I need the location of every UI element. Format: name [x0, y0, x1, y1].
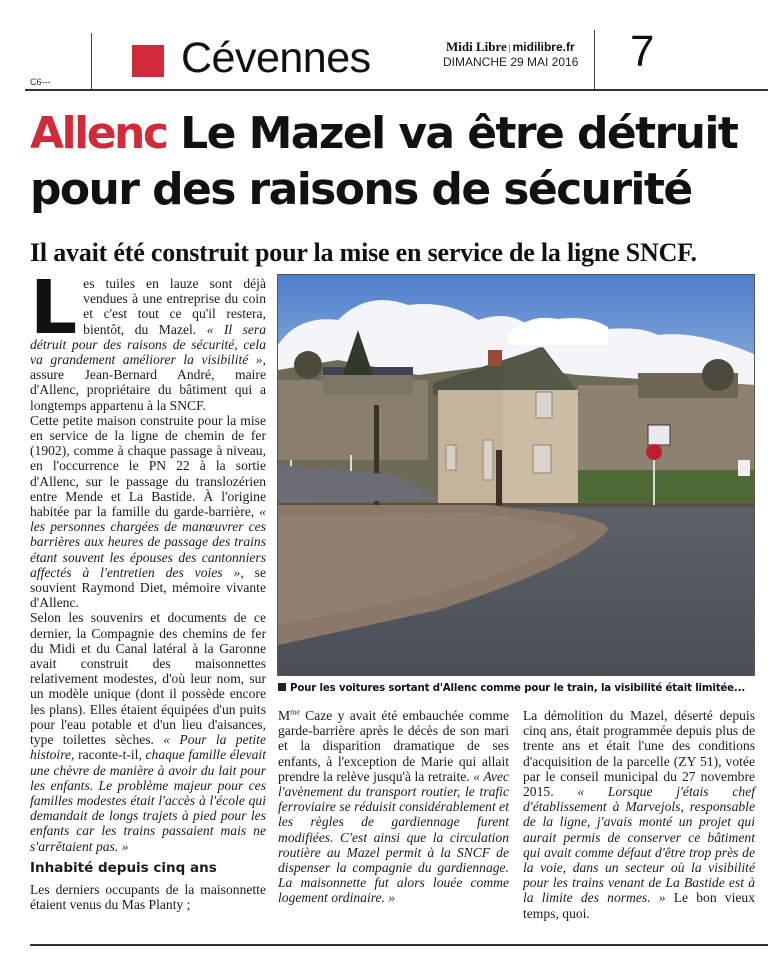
newspaper-name: Midi Libre: [446, 39, 507, 54]
text: , assure Jean-Bernard André, maire d'Allenc, propriétaire du bâtiment qui a longtemps appartenu à la SNCF.: [30, 352, 266, 413]
text: , se souvient Raymond Diet, mémoire vivante d'Allenc.: [30, 564, 267, 611]
subheadline: Il avait été construit pour la mise en service de la ligne SNCF.: [30, 238, 697, 267]
text: Cette petite maison construite pour la mise en service de la ligne de chemin de fer (1902), comme à chaque passage à niveau, en l'occurrence le PN 22 à la sortie d'Allenc, sur le passage du translozérien entre Mende et La Bastide. À l'origine habitée par la famille du garde-barrière,: [30, 412, 266, 520]
quote: « Il sera détruit pour des raisons de sécurité, cela va grandement améliorer la visibilité »: [30, 321, 266, 368]
quote: « Avec l'avènement du transport routier, le trafic ferroviaire se réduisit considérablement et les règles de gardiennage furent modifiées. C'est ainsi que la circulation routière au Mazel permit à la SNCF de dispenser la compagnie du gardiennage. La maisonnette fut alors louée comme logement ordinaire. »: [278, 768, 509, 906]
quote: « Lorsque j'étais chef d'établissement à Marvejols, responsable de la ligne, j'avais monté un projet qui aurait permis de conserver ce bâtiment qui avait comme défaut d'être trop près de la voie, dans un secteur où la visibilité pour les trains venant de La Bastide est à la limite des normes. »: [523, 784, 756, 906]
paragraph: [30, 413, 266, 611]
header-divider-right: [594, 30, 595, 89]
drop-cap: L: [30, 265, 78, 351]
issue-date: DIMANCHE 29 MAI 2016: [443, 55, 579, 69]
article-column-2: [278, 708, 509, 906]
quote: chaque famille élevait une chèvre de manière à avoir du lait pour les enfants. Le problème majeur pour ces familles modestes était l'accès à l'école qui demandait de longs trajets à pied pour les enfants car les trains passaient mais ne s'arrêtaient pas. »: [30, 747, 266, 854]
text: La démolition du Mazel, déserté depuis cinq ans, était programmée depuis plus de trente ans et était l'une des conditions d'acquisition de la parcelle (ZY 51), votée par le conseil municipal du 27 novembre 2015.: [523, 708, 755, 800]
section-title: Cévennes: [181, 34, 371, 82]
header-divider-left: [91, 33, 92, 89]
quote: « les personnes chargées de manœuvrer ces barrières aux heures de passage des trains étant souvent les épouses des cantonniers affectés à l'entretien des voies »: [30, 504, 266, 580]
headline: [30, 106, 760, 218]
page-number: 7: [630, 27, 655, 76]
paragraph: Les derniers occupants de la maisonnette étaient venus du Mas Planty ;: [30, 881, 266, 912]
caption-square-icon: [278, 683, 286, 691]
article-column-3: [523, 708, 755, 921]
text: M: [278, 708, 291, 723]
paragraph: [278, 708, 509, 906]
text: es tuiles en lauze sont déjà vendues à une entreprise du coin et c'est tout ce qu'il restera, bientôt, du Mazel.: [83, 276, 266, 337]
text: Selon les souvenirs et documents de ce dernier, la Compagnie des chemins de fer du Midi et du Canal latéral à la Garonne avait construit des maisonnettes relativement modestes, d'où leur nom, sur un modèle unique (dont il possède encore les plans). Elles étaient équipées d'un puits pour l'eau potable et d'un lieu d'aisances, type toilettes sèches.: [30, 610, 266, 748]
article-column-1: [30, 265, 267, 912]
text: Caze y avait été embauchée comme garde-barrière après le décès de son mari et la disparition dramatique de ses enfants, à l'exception de Marie qui allait prendre la relève jusqu'à la retraite.: [278, 708, 509, 784]
newspaper-masthead: [446, 39, 575, 55]
footer-rule: [30, 944, 768, 946]
quote: « Pour la petite histoire: [30, 732, 266, 763]
headline-kicker: Allenc: [30, 108, 167, 159]
headline-text: Le Mazel va être détruit pour des raisons de sécurité: [30, 108, 738, 215]
text: Le bon vieux temps, quoi.: [523, 890, 756, 921]
page-code: C6---: [30, 77, 51, 87]
masthead-separator: |: [508, 43, 511, 53]
text: , raconte-t-il,: [71, 747, 146, 763]
railway-house-image: [278, 275, 755, 676]
website-link[interactable]: midilibre.fr: [512, 40, 575, 54]
header-rule: [25, 89, 768, 91]
text: me: [290, 707, 300, 717]
caption-text: Pour les voitures sortant d'Allenc comme pour le train, la visibilité était limitée...: [290, 683, 746, 694]
section-square-icon: [132, 45, 164, 77]
article-photo: [277, 274, 755, 676]
paragraph: [30, 265, 266, 413]
photo-caption: [278, 682, 758, 696]
intertitle: Inhabité depuis cinq ans: [30, 859, 217, 876]
paragraph: [523, 708, 755, 921]
paragraph: [30, 610, 266, 853]
